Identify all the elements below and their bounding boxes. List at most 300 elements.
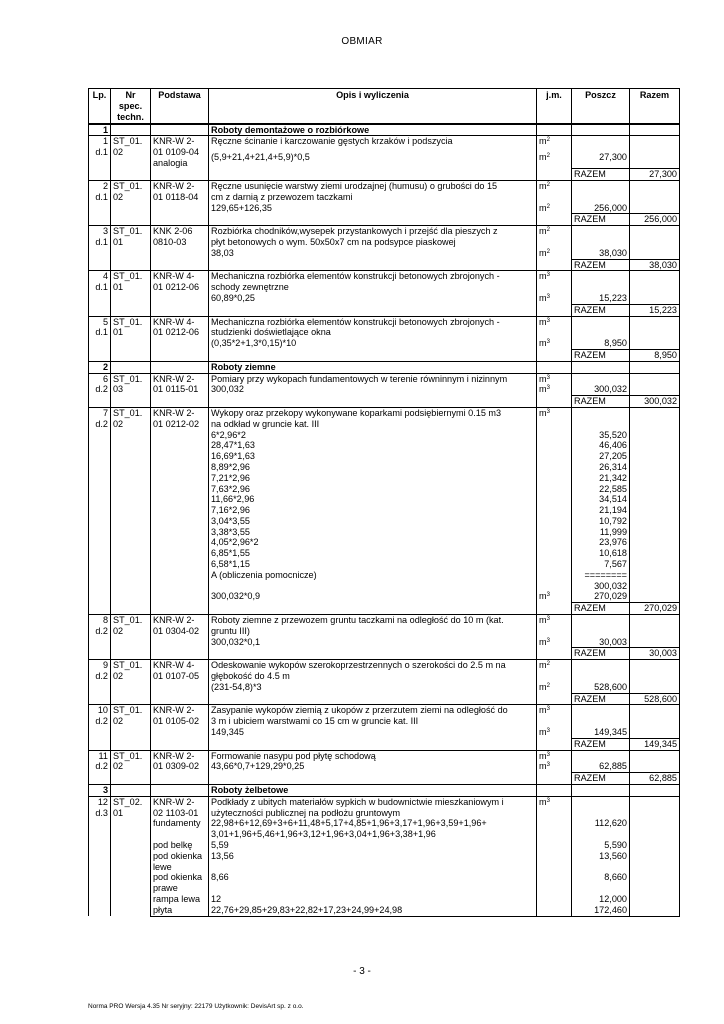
item-unit <box>537 430 572 441</box>
empty-cell <box>151 693 209 705</box>
empty-cell <box>630 516 680 527</box>
item-spec: ST_01. 02 <box>111 407 151 602</box>
item-poszcz: 7,567 <box>572 559 630 570</box>
empty-cell <box>630 407 680 418</box>
item-unit <box>537 419 572 430</box>
item-unit: $m^2$ <box>537 682 572 693</box>
item-poszcz: 34,514 <box>572 494 630 505</box>
item-description: (5,9+21,4+21,4+5,9)*0,5 <box>209 152 537 168</box>
item-description <box>209 581 537 592</box>
item-poszcz <box>572 615 630 626</box>
section-title: Roboty demontażowe o rozbiórkowe <box>209 124 537 136</box>
razem-value: 30,003 <box>630 648 680 660</box>
item-podstawa: pod okienka <box>151 872 209 883</box>
razem-value: 149,345 <box>630 738 680 750</box>
empty-cell <box>151 214 209 226</box>
item-unit <box>537 671 572 682</box>
item-poszcz <box>572 750 630 761</box>
empty-cell <box>630 615 680 626</box>
item-lp: 11 d.2 <box>89 750 111 773</box>
item-unit <box>537 237 572 248</box>
empty-cell <box>89 693 111 705</box>
item-poszcz: 172,460 <box>572 905 630 916</box>
item-unit: $m^3$ <box>537 338 572 349</box>
empty-cell <box>630 671 680 682</box>
item-description: 5,59 <box>209 840 537 851</box>
item-description: 38,03 <box>209 248 537 259</box>
empty-cell <box>630 384 680 395</box>
empty-cell <box>151 304 209 316</box>
item-lp: 8 d.2 <box>89 615 111 648</box>
header-razem: Razem <box>630 89 680 124</box>
empty-cell <box>630 527 680 538</box>
empty-cell <box>630 152 680 168</box>
item-podstawa: KNR-W 4- 01 0212-06 <box>151 271 209 304</box>
item-spec: ST_01. 02 <box>111 615 151 648</box>
empty-cell <box>151 169 209 181</box>
item-lp: 5 d.1 <box>89 316 111 349</box>
item-unit: $m^2$ <box>537 660 572 671</box>
item-unit: $m^2$ <box>537 248 572 259</box>
item-poszcz: 10,792 <box>572 516 630 527</box>
item-poszcz: 30,003 <box>572 637 630 648</box>
item-unit <box>537 862 572 873</box>
empty-cell <box>630 905 680 916</box>
item-description: 13,56 <box>209 851 537 862</box>
empty-cell <box>111 304 151 316</box>
section-row <box>89 361 680 373</box>
empty-cell <box>630 419 680 430</box>
empty-cell <box>630 338 680 349</box>
empty-cell <box>89 169 111 181</box>
empty-cell <box>89 396 111 408</box>
empty-cell <box>209 603 537 615</box>
item-description: 7,21*2,96 <box>209 473 537 484</box>
item-poszcz <box>572 796 630 807</box>
item-podstawa: KNR-W 2- 01 0212-02 <box>151 407 209 602</box>
item-unit: $m^3$ <box>537 384 572 395</box>
item-poszcz: 8,660 <box>572 872 630 883</box>
empty-cell <box>111 648 151 660</box>
razem-value: 256,000 <box>630 214 680 226</box>
item-poszcz: 35,520 <box>572 430 630 441</box>
item-lp: 7 d.2 <box>89 407 111 602</box>
empty-cell <box>630 440 680 451</box>
empty-cell <box>151 396 209 408</box>
item-poszcz <box>572 808 630 819</box>
page-number: - 3 - <box>353 966 371 977</box>
empty-cell <box>630 761 680 772</box>
item-podstawa: płyta <box>151 905 209 916</box>
item-lp: 3 d.1 <box>89 226 111 259</box>
item-description: 16,69*1,63 <box>209 451 537 462</box>
header-poszcz: Poszcz <box>572 89 630 124</box>
item-description: Formowanie nasypu pod płytę schodową <box>209 750 537 761</box>
item-poszcz: 300,032 <box>572 581 630 592</box>
item-unit <box>537 883 572 894</box>
razem-label: RAZEM <box>572 693 630 705</box>
header-jm: j.m. <box>537 89 572 124</box>
item-description: 3,04*3,55 <box>209 516 537 527</box>
empty-cell <box>630 626 680 637</box>
item-poszcz: 149,345 <box>572 727 630 738</box>
item-spec: ST_01. 02 <box>111 750 151 773</box>
item-unit: $m^3$ <box>537 796 572 807</box>
table-row <box>89 829 680 840</box>
item-unit <box>537 505 572 516</box>
item-poszcz: 5,590 <box>572 840 630 851</box>
empty-cell <box>111 396 151 408</box>
empty-cell <box>537 349 572 361</box>
empty-cell <box>209 169 537 181</box>
item-description: Odeskowanie wykopów szerokoprzestrzennych o szerokości do 2.5 m na <box>209 660 537 671</box>
item-spec: ST_02. 01 <box>111 796 151 916</box>
item-unit <box>537 808 572 819</box>
item-lp: 10 d.2 <box>89 705 111 738</box>
razem-row <box>89 396 680 408</box>
table-row <box>89 316 680 327</box>
empty-cell <box>630 373 680 384</box>
razem-row <box>89 304 680 316</box>
section-title: Roboty żelbetowe <box>209 785 537 797</box>
item-unit <box>537 451 572 462</box>
empty-cell <box>537 648 572 660</box>
item-unit <box>537 327 572 338</box>
razem-row <box>89 259 680 271</box>
empty-cell <box>630 785 680 797</box>
item-unit: $m^3$ <box>537 637 572 648</box>
empty-cell <box>537 738 572 750</box>
item-poszcz <box>572 373 630 384</box>
item-unit <box>537 840 572 851</box>
item-description: 129,65+126,35 <box>209 203 537 214</box>
razem-value: 8,950 <box>630 349 680 361</box>
item-description: Ręczne usunięcie warstwy ziemi urodzajnej (humusu) o grubości do 15 <box>209 180 537 191</box>
razem-row <box>89 648 680 660</box>
empty-cell <box>630 484 680 495</box>
item-unit <box>537 440 572 451</box>
empty-cell <box>89 603 111 615</box>
item-description: 12 <box>209 894 537 905</box>
empty-cell <box>111 738 151 750</box>
item-poszcz <box>572 136 630 152</box>
empty-cell <box>151 361 209 373</box>
empty-cell <box>630 548 680 559</box>
table-row <box>89 862 680 873</box>
item-unit: $m^2$ <box>537 203 572 214</box>
table-row <box>89 226 680 237</box>
item-poszcz: 23,976 <box>572 537 630 548</box>
item-unit: $m^3$ <box>537 316 572 327</box>
empty-cell <box>630 851 680 862</box>
empty-cell <box>537 169 572 181</box>
item-description: 43,66*0,7+129,29*0,25 <box>209 761 537 772</box>
table-row <box>89 660 680 671</box>
item-description: Mechaniczna rozbiórka elementów konstrukcji betonowych zbrojonych - <box>209 316 537 327</box>
item-description: cm z darnią z przewozem taczkami <box>209 192 537 203</box>
table-row <box>89 180 680 191</box>
item-description: 300,032*0,9 <box>209 591 537 602</box>
empty-cell <box>89 648 111 660</box>
empty-cell <box>537 214 572 226</box>
item-unit <box>537 548 572 559</box>
empty-cell <box>209 396 537 408</box>
empty-cell <box>572 124 630 136</box>
item-poszcz: 46,406 <box>572 440 630 451</box>
empty-cell <box>630 494 680 505</box>
empty-cell <box>89 259 111 271</box>
empty-cell <box>111 693 151 705</box>
empty-cell <box>537 603 572 615</box>
empty-cell <box>209 693 537 705</box>
razem-row <box>89 773 680 785</box>
item-description: A (obliczenia pomocnicze) <box>209 570 537 581</box>
empty-cell <box>209 349 537 361</box>
empty-cell <box>630 829 680 840</box>
item-lp: 4 d.1 <box>89 271 111 304</box>
empty-cell <box>630 293 680 304</box>
empty-cell <box>151 603 209 615</box>
empty-cell <box>630 818 680 829</box>
item-poszcz <box>572 883 630 894</box>
empty-cell <box>537 361 572 373</box>
table-row <box>89 750 680 761</box>
item-poszcz <box>572 829 630 840</box>
item-unit: $m^3$ <box>537 293 572 304</box>
header-opis: Opis i wyliczenia <box>209 89 537 124</box>
empty-cell <box>630 505 680 516</box>
item-unit: $m^3$ <box>537 727 572 738</box>
item-description: 28,47*1,63 <box>209 440 537 451</box>
razem-label: RAZEM <box>572 648 630 660</box>
obmiar-table <box>88 88 680 917</box>
item-poszcz: 11,999 <box>572 527 630 538</box>
item-poszcz: 10,618 <box>572 548 630 559</box>
item-poszcz: 26,314 <box>572 462 630 473</box>
empty-cell <box>111 214 151 226</box>
header-podstawa: Podstawa <box>151 89 209 124</box>
empty-cell <box>89 214 111 226</box>
table-row <box>89 271 680 282</box>
table-row <box>89 796 680 807</box>
table-body <box>89 124 680 917</box>
item-poszcz: 27,205 <box>572 451 630 462</box>
item-unit <box>537 559 572 570</box>
empty-cell <box>630 796 680 807</box>
table-row <box>89 136 680 152</box>
item-podstawa: lewe <box>151 862 209 873</box>
item-unit <box>537 484 572 495</box>
item-poszcz: 21,342 <box>572 473 630 484</box>
item-podstawa: KNR-W 2- 01 0109-04 analogia <box>151 136 209 169</box>
empty-cell <box>209 259 537 271</box>
item-poszcz <box>572 660 630 671</box>
empty-cell <box>630 727 680 738</box>
item-poszcz <box>572 237 630 248</box>
item-unit: $m^3$ <box>537 373 572 384</box>
item-unit: $m^2$ <box>537 152 572 168</box>
razem-label: RAZEM <box>572 169 630 181</box>
empty-cell <box>630 180 680 191</box>
razem-label: RAZEM <box>572 773 630 785</box>
item-poszcz <box>572 226 630 237</box>
razem-row <box>89 603 680 615</box>
item-poszcz <box>572 316 630 327</box>
item-poszcz: 21,194 <box>572 505 630 516</box>
item-poszcz: 12,000 <box>572 894 630 905</box>
empty-cell <box>630 271 680 282</box>
item-description: 6,58*1,15 <box>209 559 537 570</box>
item-poszcz <box>572 271 630 282</box>
empty-cell <box>630 237 680 248</box>
empty-cell <box>537 785 572 797</box>
item-description: Wykopy oraz przekopy wykonywane koparkami podsiębiernymi 0.15 m3 <box>209 407 537 418</box>
item-description: 3,38*3,55 <box>209 527 537 538</box>
section-row <box>89 124 680 136</box>
empty-cell <box>630 894 680 905</box>
item-poszcz <box>572 192 630 203</box>
empty-cell <box>537 259 572 271</box>
item-description: Rozbiórka chodników,wysepek przystankowych i przejść dla pieszych z <box>209 226 537 237</box>
item-poszcz <box>572 862 630 873</box>
table-row <box>89 373 680 384</box>
item-unit <box>537 494 572 505</box>
empty-cell <box>89 773 111 785</box>
item-description: 300,032*0,1 <box>209 637 537 648</box>
item-spec: ST_01. 02 <box>111 705 151 738</box>
razem-row <box>89 693 680 705</box>
empty-cell <box>630 637 680 648</box>
item-podstawa: pod belkę <box>151 840 209 851</box>
item-poszcz: 15,223 <box>572 293 630 304</box>
item-description: użyteczności publicznej na podłożu gruntowym <box>209 808 537 819</box>
empty-cell <box>630 682 680 693</box>
item-unit <box>537 905 572 916</box>
section-row <box>89 785 680 797</box>
item-unit: $m^3$ <box>537 407 572 418</box>
razem-value: 528,600 <box>630 693 680 705</box>
item-poszcz <box>572 705 630 716</box>
razem-label: RAZEM <box>572 349 630 361</box>
item-podstawa: KNR-W 2- 01 0304-02 <box>151 615 209 648</box>
empty-cell <box>209 738 537 750</box>
razem-value: 38,030 <box>630 259 680 271</box>
empty-cell <box>630 136 680 152</box>
item-description: 8,66 <box>209 872 537 883</box>
item-description: 3 m i ubiciem warstwami co 15 cm w gruncie kat. III <box>209 716 537 727</box>
item-unit <box>537 282 572 293</box>
item-poszcz: 22,585 <box>572 484 630 495</box>
empty-cell <box>630 124 680 136</box>
footer-text: Norma PRO Wersja 4.35 Nr seryjny: 22179 Użytkownik: DevisArt sp. z o.o. <box>88 1003 304 1010</box>
item-poszcz: 38,030 <box>572 248 630 259</box>
item-unit <box>537 818 572 829</box>
empty-cell <box>630 862 680 873</box>
empty-cell <box>630 248 680 259</box>
header-nr: Nr spec. techn. <box>111 89 151 124</box>
item-description: Pomiary przy wykopach fundamentowych w terenie równinnym i nizinnym <box>209 373 537 384</box>
table-row <box>89 905 680 916</box>
item-poszcz <box>572 407 630 418</box>
razem-label: RAZEM <box>572 259 630 271</box>
empty-cell <box>630 840 680 851</box>
empty-cell <box>89 349 111 361</box>
item-description: Roboty ziemne z przewozem gruntu taczkami na odległość do 10 m (kat. <box>209 615 537 626</box>
razem-value: 300,032 <box>630 396 680 408</box>
razem-value: 62,885 <box>630 773 680 785</box>
item-unit <box>537 570 572 581</box>
section-title: Roboty ziemne <box>209 361 537 373</box>
item-description: 7,63*2,96 <box>209 484 537 495</box>
empty-cell <box>630 750 680 761</box>
empty-cell <box>537 124 572 136</box>
item-description: 60,89*0,25 <box>209 293 537 304</box>
empty-cell <box>630 203 680 214</box>
empty-cell <box>111 259 151 271</box>
item-poszcz <box>572 419 630 430</box>
item-lp: 2 d.1 <box>89 180 111 213</box>
item-description: 149,345 <box>209 727 537 738</box>
item-description: studzienki doświetlające okna <box>209 327 537 338</box>
item-lp: 6 d.2 <box>89 373 111 396</box>
item-description: (0,35*2+1,3*0,15)*10 <box>209 338 537 349</box>
empty-cell <box>151 785 209 797</box>
razem-label: RAZEM <box>572 603 630 615</box>
empty-cell <box>111 349 151 361</box>
item-lp: 12 d.3 <box>89 796 111 916</box>
item-podstawa <box>151 829 209 840</box>
item-unit <box>537 581 572 592</box>
razem-value: 270,029 <box>630 603 680 615</box>
empty-cell <box>572 361 630 373</box>
item-description: 4,05*2,96*2 <box>209 537 537 548</box>
table-header-row <box>89 89 680 124</box>
table-row <box>89 851 680 862</box>
item-spec: ST_01. 01 <box>111 226 151 259</box>
header-lp: Lp. <box>89 89 111 124</box>
empty-cell <box>111 169 151 181</box>
empty-cell <box>89 304 111 316</box>
item-poszcz: 27,300 <box>572 152 630 168</box>
empty-cell <box>111 124 151 136</box>
empty-cell <box>630 226 680 237</box>
item-podstawa: KNR-W 2- 01 0118-04 <box>151 180 209 213</box>
empty-cell <box>630 361 680 373</box>
razem-row <box>89 214 680 226</box>
razem-label: RAZEM <box>572 738 630 750</box>
item-spec: ST_01. 01 <box>111 271 151 304</box>
item-description: schody zewnętrzne <box>209 282 537 293</box>
item-description: 6*2,96*2 <box>209 430 537 441</box>
item-podstawa: fundamenty <box>151 818 209 829</box>
empty-cell <box>630 316 680 327</box>
empty-cell <box>630 660 680 671</box>
item-podstawa: KNR-W 4- 01 0107-05 <box>151 660 209 693</box>
empty-cell <box>537 304 572 316</box>
razem-row <box>89 169 680 181</box>
table-row <box>89 894 680 905</box>
item-poszcz <box>572 180 630 191</box>
razem-value: 15,223 <box>630 304 680 316</box>
empty-cell <box>630 451 680 462</box>
empty-cell <box>151 738 209 750</box>
razem-label: RAZEM <box>572 304 630 316</box>
empty-cell <box>151 259 209 271</box>
document-title: OBMIAR <box>341 36 383 47</box>
item-description: na odkład w gruncie kat. III <box>209 419 537 430</box>
table-row <box>89 705 680 716</box>
item-description: Mechaniczna rozbiórka elementów konstrukcji betonowych zbrojonych - <box>209 271 537 282</box>
